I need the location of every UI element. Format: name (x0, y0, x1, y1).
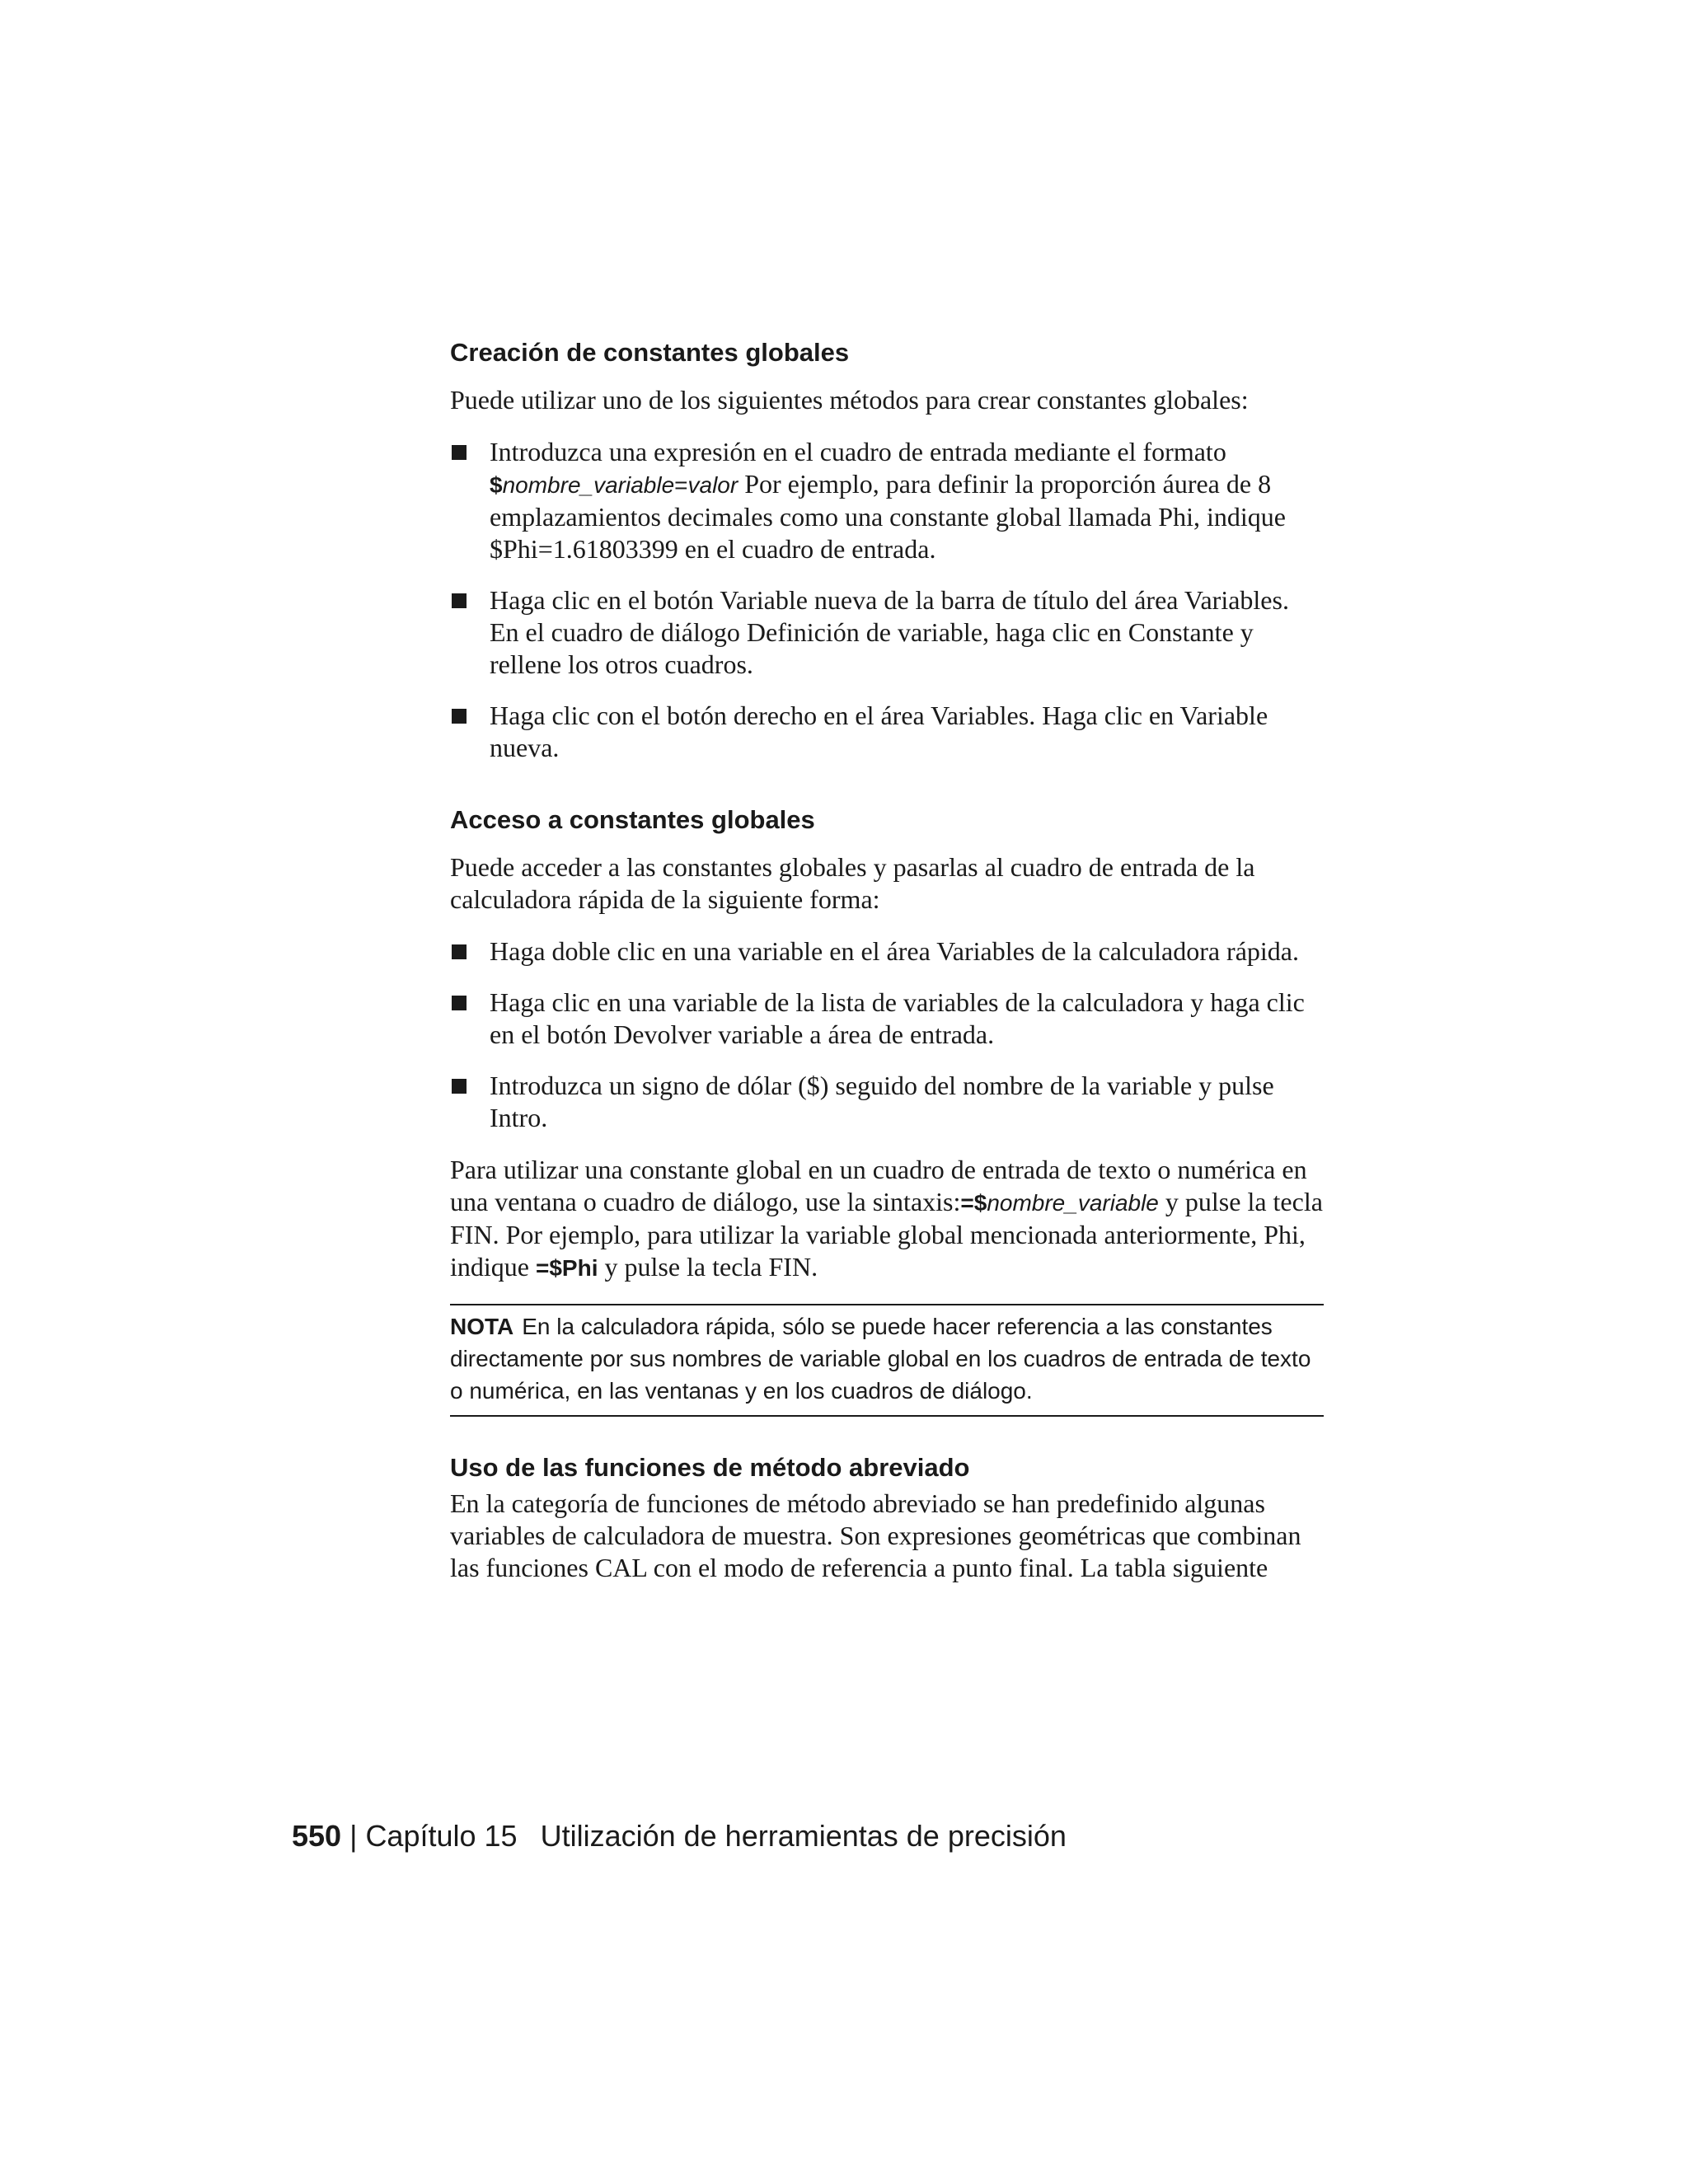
list-item-text: Haga doble clic en una variable en el área Variables de la calculadora rápida. (490, 936, 1299, 966)
list-item-text: Introduzca una expresión en el cuadro de entrada mediante el formato (490, 437, 1226, 466)
list-item (450, 700, 1324, 764)
paragraph-text: Para utilizar una constante global en un cuadro de entrada de texto o numérica en una ventana o cuadro de diálogo, use la sintaxis: (450, 1155, 1307, 1216)
square-bullet-icon (452, 445, 467, 460)
section-intro: Puede utilizar uno de los siguientes métodos para crear constantes globales: (450, 385, 1249, 415)
syntax-prefix: =$ (960, 1190, 987, 1216)
bullet-list (450, 935, 1324, 1134)
usage-paragraph (450, 1154, 1324, 1284)
list-item-text: Introduzca un signo de dólar ($) seguido del nombre de la variable y pulse Intro. (490, 1071, 1274, 1132)
list-item (450, 1070, 1324, 1134)
section-paragraph: En la categoría de funciones de método abreviado se han predefinido algunas variables de calculadora de muestra. Son expresiones geométricas que combinan las funciones CAL con el modo de referencia a punto final. La tabla siguiente (450, 1488, 1301, 1582)
section-accessing-global-constants (450, 804, 1324, 1417)
section-heading: Acceso a constantes globales (450, 805, 815, 834)
list-item-text: Haga clic en una variable de la lista de variables de la calculadora y haga clic en el botón Devolver variable a área de entrada. (490, 987, 1305, 1049)
page-content (450, 336, 1324, 1604)
list-item-text: Por ejemplo, para definir la proporción áurea de 8 emplazamientos decimales como una constante global llamada Phi, indique $Phi=1.61803399 en el cuadro de entrada. (490, 469, 1286, 564)
square-bullet-icon (452, 593, 467, 608)
bullet-list (450, 436, 1324, 764)
square-bullet-icon (452, 944, 467, 959)
chapter-label: Capítulo 15 (365, 1819, 518, 1853)
value-placeholder: valor (687, 472, 738, 498)
note-box (450, 1304, 1324, 1417)
list-item (450, 987, 1324, 1051)
page-number: 550 (292, 1819, 342, 1853)
equals-sign: = (674, 472, 688, 498)
footer-separator: | (349, 1819, 358, 1853)
list-item (450, 436, 1324, 565)
section-creating-global-constants (450, 336, 1324, 764)
note-label: NOTA (450, 1314, 514, 1339)
page-footer (292, 1818, 1067, 1854)
example-syntax: =$Phi (535, 1255, 598, 1281)
list-item (450, 935, 1324, 968)
variable-name-placeholder: nombre_variable (502, 472, 675, 498)
list-item (450, 584, 1324, 681)
section-intro: Puede acceder a las constantes globales y pasarlas al cuadro de entrada de la calculadora rápida de la siguiente forma: (450, 852, 1255, 914)
list-item-text: Haga clic con el botón derecho en el área Variables. Haga clic en Variable nueva. (490, 701, 1268, 762)
paragraph-text: y pulse la tecla FIN. Por ejemplo, para utilizar la variable global mencionada anteriormente, Phi, indique (450, 1187, 1323, 1282)
section-shortcut-functions (450, 1451, 1324, 1584)
syntax-variable: nombre_variable (987, 1190, 1159, 1216)
square-bullet-icon (452, 1079, 467, 1094)
dollar-sign: $ (490, 472, 503, 498)
paragraph-text: y pulse la tecla FIN. (598, 1252, 818, 1282)
square-bullet-icon (452, 996, 467, 1010)
chapter-title: Utilización de herramientas de precisión (540, 1819, 1067, 1853)
list-item-text: Haga clic en el botón Variable nueva de la barra de título del área Variables. En el cuadro de diálogo Definición de variable, haga clic en Constante y rellene los otros cuadros. (490, 585, 1289, 679)
section-heading: Creación de constantes globales (450, 338, 850, 367)
section-heading: Uso de las funciones de método abreviado (450, 1453, 970, 1482)
note-text: En la calculadora rápida, sólo se puede hacer referencia a las constantes directamente por sus nombres de variable global en los cuadros de entrada de texto o numérica, en las ventanas y en los cuadros de diálogo. (450, 1314, 1311, 1404)
square-bullet-icon (452, 709, 467, 724)
